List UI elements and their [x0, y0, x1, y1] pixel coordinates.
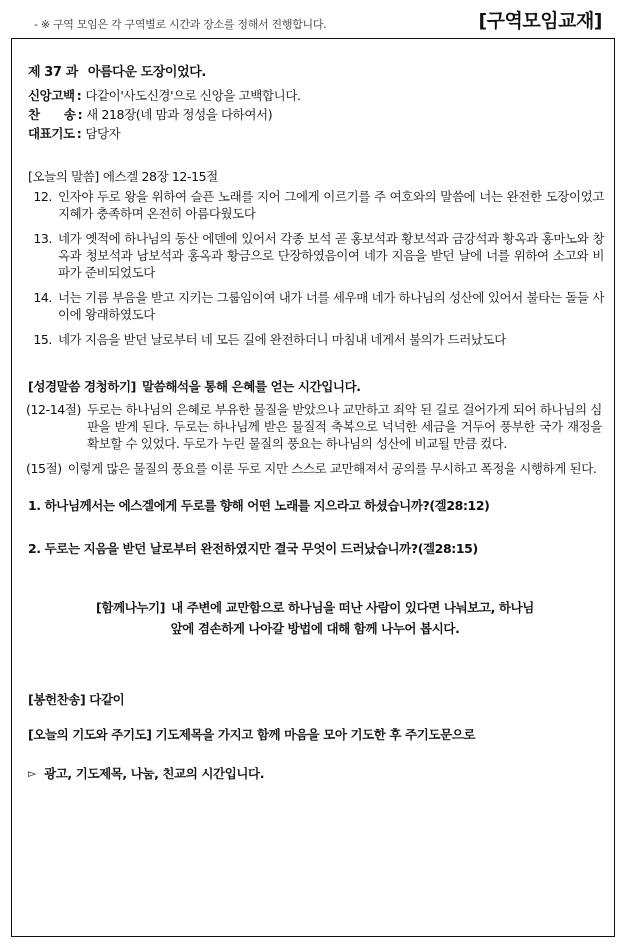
commentary-text: 이렇게 많은 물질의 풍요를 이룬 두로 지만 스스로 교만해져서 공의를 무시하고 폭정을 시행하게 된다.	[67, 461, 597, 476]
document-title: [구역모임교재]	[478, 10, 602, 32]
commentary-ref: (12-14절)	[26, 402, 81, 417]
verse-item	[28, 230, 608, 281]
info-row-confession: 신앙고백 : 다같이'사도신경'으로 신앙을 고백합니다.	[28, 88, 301, 103]
section-label: [성경말씀 경청하기]	[28, 379, 136, 394]
commentary-text: 두로는 하나님의 은혜로 부유한 물질을 받았으나 교만하고 죄악 된 길로 걸어가게 되어 하나님의 심판을 받게 된다. 두로는 하나님께 받은 물질적 축복으로 넉넉한 세금을 거두어 풍부한 국가 재정을 확보할 수 있었다. 두로가 누린 물질의 풍요는 하나님의 성산에 비교될 만큼 컸다.	[86, 402, 602, 451]
verse-item	[28, 331, 608, 348]
info-value: 새 218장(네 맘과 정성을 다하여서)	[86, 107, 273, 122]
section-label: [함께나누기]	[96, 600, 166, 615]
sharing-text-line2: 앞에 겸손하게 나아갈 방법에 대해 함께 나누어 봅시다.	[170, 621, 460, 636]
announcement-text: 광고, 기도제목, 나눔, 친교의 시간입니다.	[44, 766, 265, 781]
commentary-ref: (15절)	[26, 461, 62, 476]
section-label: [오늘의 말씀]	[28, 169, 99, 184]
study-heading	[28, 378, 608, 395]
lesson-content	[28, 64, 608, 782]
info-label: 찬 송	[28, 107, 76, 122]
verse-item	[28, 188, 608, 222]
announcement-section	[28, 765, 608, 782]
sharing-section	[28, 597, 608, 639]
commentary-item	[26, 401, 608, 452]
triangle-right-icon: ▻	[28, 767, 37, 780]
scripture-reference: 에스겔 28장 12-15절	[102, 169, 218, 184]
info-value: 다같이'사도신경'으로 신앙을 고백합니다.	[85, 88, 301, 103]
info-row-hymn: 찬 송 : 새 218장(네 맘과 정성을 다하여서)	[28, 107, 273, 122]
info-label: 신앙고백	[28, 88, 75, 103]
verse-text: 네가 옛적에 하나님의 동산 에덴에 있어서 각종 보석 곧 홍보석과 황보석과 금강석과 황옥과 홍마노와 창옥과 청보석과 남보석과 홍옥과 황금으로 단장하였음이여 네가 지음을 받던 날에 너를 위하여 소고와 비파가 준비되었도다	[58, 231, 604, 280]
study-subtitle: 말씀해석을 통해 은혜를 얻는 시간입니다.	[141, 379, 361, 394]
info-value: 담당자	[85, 126, 121, 141]
info-label: 대표기도	[28, 126, 75, 141]
verse-number: 14.	[33, 290, 52, 305]
prayer-section	[28, 726, 608, 743]
question-2: 2. 두로는 지음을 받던 날로부터 완전하였지만 결국 무엇이 드러났습니까?(겔28:15)	[28, 541, 478, 556]
lesson-title: 아름다운 도장이었다.	[87, 65, 206, 80]
todays-word-heading	[28, 168, 608, 185]
prayer-text: 기도제목을 가지고 함께 마음을 모아 기도한 후 주기도문으로	[155, 727, 476, 742]
header-note: - ※ 구역 모임은 각 구역별로 시간과 장소를 정해서 진행합니다.	[34, 18, 327, 31]
verse-item	[28, 289, 608, 323]
section-label: [봉헌찬송]	[28, 692, 86, 707]
verse-number: 12.	[33, 189, 52, 204]
question-1: 1. 하나님께서는 에스겔에게 두로를 향해 어떤 노래를 지으라고 하셨습니까?(겔28:12)	[28, 498, 490, 513]
verse-text: 너는 기름 부음을 받고 지키는 그룹임이여 내가 너를 세우매 네가 하나님의 성산에 있어서 불타는 돌들 사이에 왕래하였도다	[58, 290, 604, 322]
verse-number: 15.	[33, 332, 52, 347]
commentary-item	[26, 460, 608, 477]
verse-text: 네가 지음을 받던 날로부터 네 모든 길에 완전하더니 마침내 네게서 불의가 드러났도다	[58, 332, 506, 347]
lesson-heading	[28, 64, 608, 81]
verse-text: 인자야 두로 왕을 위하여 슬픈 노래를 지어 그에게 이르기를 주 여호와의 말씀에 너는 완전한 도장이었고 지혜가 충족하며 온전히 아름다웠도다	[58, 189, 604, 221]
lesson-number: 제 37 과	[28, 65, 78, 80]
verse-number: 13.	[33, 231, 52, 246]
section-label: [오늘의 기도와 주기도]	[28, 727, 152, 742]
sharing-text-line1: 내 주변에 교만함으로 하나님을 떠난 사람이 있다면 나눠보고, 하나님	[171, 600, 534, 615]
info-row-prayer-leader: 대표기도 : 담당자	[28, 126, 121, 141]
offering-section	[28, 691, 608, 708]
offering-text: 다같이	[89, 692, 125, 707]
